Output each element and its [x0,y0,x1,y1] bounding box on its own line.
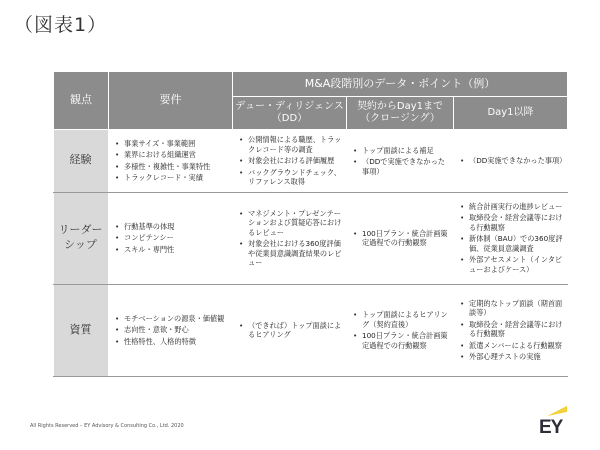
list-item: • 外部心理テストの実施 [469,352,563,362]
row-label: リーダーシップ [54,192,109,284]
header-phase-closing: 契約からDay1まで（クロージング） [347,97,454,130]
cell-closing [347,130,454,193]
list-item: • （DD実施できなかった事項） [469,156,563,166]
cell-requirements [109,284,233,376]
list-item: • モチベーションの源泉・価値観 [124,314,228,324]
list-item: • 多様性・複雑性・事業特性 [124,162,228,172]
bullet-list [457,202,563,275]
list-item: • バックグラウンドチェック、リファレンス取得 [248,168,342,187]
list-item: • 派遣メンバーによる行動観察 [469,341,563,351]
bullet-list [457,299,563,362]
list-item: • トラックレコード・実績 [124,173,228,183]
bullet-list [236,209,342,268]
bullet-list [112,139,228,183]
list-item: • 性格特性、人格的特徴 [124,337,228,347]
bullet-list [350,229,449,248]
list-item: • 行動基準の体現 [124,222,228,232]
cell-requirements [109,192,233,284]
list-item: • 取締役会・経営会議等における行動観察 [469,213,563,232]
bullet-list [236,321,342,340]
bullet-list [236,135,342,187]
list-item: • 業界における組織運営 [124,150,228,160]
row-label: 資質 [54,284,109,376]
header-requirement: 要件 [109,72,233,130]
list-item: • 対象会社における360度評価や従業員意識調査結果のレビュー [248,239,342,268]
list-item: • 100日プラン・統合計画策定過程での行動観察 [362,331,449,350]
bullet-list [112,314,228,347]
cell-requirements [109,130,233,193]
bullet-list [457,156,567,166]
cell-day1 [454,284,568,376]
list-item: • 外部アセスメント（インタビューおよびケース） [469,255,563,274]
list-item: • 統合計画実行の進捗レビュー [469,202,563,212]
list-item: • スキル・専門性 [124,245,228,255]
table-row [54,192,568,284]
header-phase-dd: デュー・ディリジェンス（DD） [233,97,347,130]
bullet-list [112,222,228,255]
header-observation: 観点 [54,72,109,130]
cell-dd [233,284,347,376]
table-row [54,130,568,193]
ey-logo [523,408,569,440]
cell-closing [347,192,454,284]
table-row [54,284,568,376]
header-phase-day1: Day1以降 [454,97,568,130]
list-item: • （DDで実施できなかった事項） [362,157,449,176]
cell-closing [347,284,454,376]
bullet-list [350,310,449,350]
bullet-list [350,146,449,177]
row-label: 経験 [54,130,109,193]
list-item: • コンピテンシー [124,233,228,243]
list-item: • 事業サイズ・事業範囲 [124,139,228,149]
list-item: • （できれば）トップ面談によるヒアリング [248,321,342,340]
list-item: • 公開情報による職歴、トラックレコード等の調査 [248,135,342,154]
figure-title: （図表1） [14,14,108,36]
cell-day1 [454,192,568,284]
footer-copyright: All Rights Reserved – EY Advisory & Consulting Co., Ltd. 2020 [30,423,184,429]
list-item: • 対象会社における評価履歴 [248,156,342,166]
list-item: • 新体制（BAU）での360度評価、従業員意識調査 [469,234,563,253]
list-item: • 定期的なトップ面談（期首面談等） [469,299,563,318]
cell-dd [233,192,347,284]
list-item: • 100日プラン・統合計画策定過程での行動観察 [362,229,449,248]
list-item: • 取締役会・経営会議等における行動観察 [469,320,563,339]
list-item: • 志向性・意欲・野心 [124,325,228,335]
list-item: • トップ面談によるヒアリング（契約直後） [362,310,449,329]
list-item: • トップ面談による補足 [362,146,449,156]
cell-day1 [454,130,568,193]
header-main: M&A段階別のデータ・ポイント（例） [233,72,568,97]
list-item: • マネジメント・プレゼンテーションおよび質疑応答におけるレビュー [248,209,342,238]
cell-dd [233,130,347,193]
ey-logo-text: EY [539,417,563,438]
ey-logo-bolt-icon [547,406,567,416]
data-points-table [53,71,568,377]
